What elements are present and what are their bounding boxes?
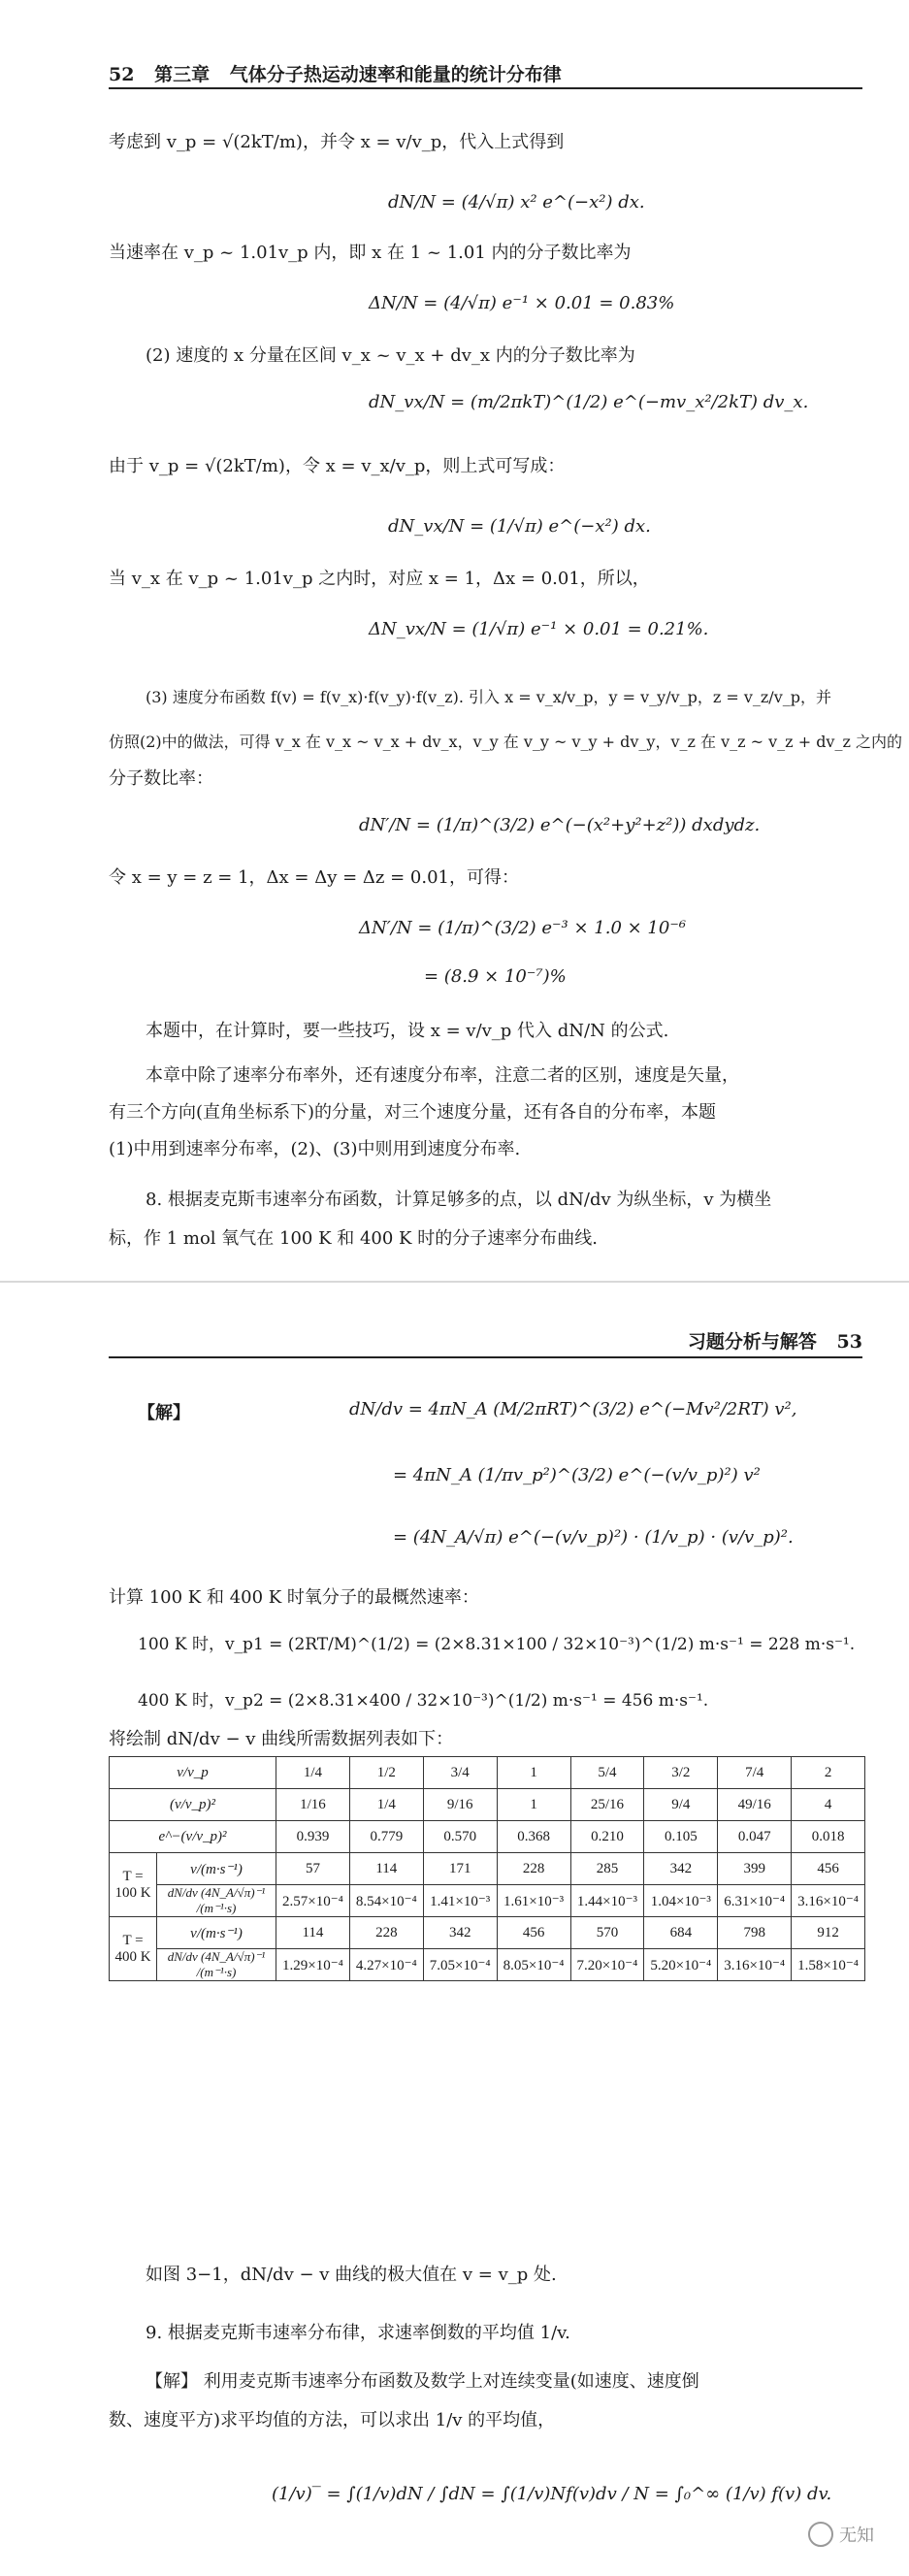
table-cell: 1/16	[276, 1789, 350, 1821]
table-cell: 0.210	[570, 1821, 644, 1853]
table-cell: 456	[792, 1853, 865, 1885]
table-cell: 342	[423, 1917, 497, 1949]
problem-8-cont: 标，作 1 mol 氧气在 100 K 和 400 K 时的分子速率分布曲线.	[109, 1228, 598, 1249]
table-cell: 1/4	[276, 1757, 350, 1789]
equation: ΔN_vx/N = (1/√π) e⁻¹ × 0.01 = 0.21%.	[369, 619, 709, 639]
running-head	[109, 60, 562, 86]
table-row	[110, 1789, 865, 1821]
text-line: 当速率在 v_p ~ 1.01v_p 内，即 x 在 1 ~ 1.01 内的分子数比率为	[109, 243, 632, 263]
header-rule	[109, 1356, 862, 1358]
problem-8: 8. 根据麦克斯韦速率分布函数，计算足够多的点，以 dN/dv 为纵坐标，v 为横坐	[146, 1190, 772, 1210]
table-header-cell: v/v_p	[110, 1757, 276, 1789]
table-cell: 684	[644, 1917, 718, 1949]
table-cell: 8.54×10⁻⁴	[349, 1885, 423, 1917]
table-cell: 3/4	[423, 1757, 497, 1789]
table-cell: 7.05×10⁻⁴	[423, 1949, 497, 1981]
table-cell: 7/4	[718, 1757, 792, 1789]
solution-label: 【解】	[138, 1403, 190, 1423]
table-row	[110, 1853, 865, 1885]
text-line: 当 v_x 在 v_p ~ 1.01v_p 之内时，对应 x = 1，Δx = 0.01，所以，	[109, 569, 650, 589]
table-cell: 3.16×10⁻⁴	[718, 1949, 792, 1981]
table-cell: 228	[497, 1853, 570, 1885]
table-cell: 0.779	[349, 1821, 423, 1853]
table-cell: 5.20×10⁻⁴	[644, 1949, 718, 1981]
text-line: (1)中用到速率分布率，(2)、(3)中则用到速度分布率.	[109, 1139, 521, 1159]
table-row	[110, 1885, 865, 1917]
table-cell: 1	[497, 1757, 570, 1789]
table-cell: 3.16×10⁻⁴	[792, 1885, 865, 1917]
table-cell: 342	[644, 1853, 718, 1885]
text-line: 100 K 时，v_p1 = (2RT/M)^(1/2) = (2×8.31×100 / 32×10⁻³)^(1/2) m·s⁻¹ = 228 m·s⁻¹.	[138, 1635, 856, 1654]
chapter-title: 气体分子热运动速率和能量的统计分布律	[229, 64, 562, 85]
table-cell: 0.939	[276, 1821, 350, 1853]
running-head	[688, 1327, 862, 1353]
temperature-label-400k: T = 400 K	[110, 1917, 157, 1981]
table-cell: 285	[570, 1853, 644, 1885]
table-cell: 2.57×10⁻⁴	[276, 1885, 350, 1917]
table-cell: 1/2	[349, 1757, 423, 1789]
table-cell: 0.047	[718, 1821, 792, 1853]
table-cell: 49/16	[718, 1789, 792, 1821]
table-cell: 0.105	[644, 1821, 718, 1853]
table-header-cell: v/(m·s⁻¹)	[157, 1917, 276, 1949]
text-line: 如图 3−1，dN/dv − v 曲线的极大值在 v = v_p 处.	[146, 2265, 557, 2285]
table-row	[110, 1757, 865, 1789]
table-cell: 25/16	[570, 1789, 644, 1821]
table-cell: 9/4	[644, 1789, 718, 1821]
equation: (1/v)‾ = ∫(1/v)dN / ∫dN = ∫(1/v)Nf(v)dv / N = ∫₀^∞ (1/v) f(v) dv.	[272, 2484, 832, 2504]
table-cell: 114	[276, 1917, 350, 1949]
table-cell: 2	[792, 1757, 865, 1789]
equation: dN_vx/N = (m/2πkT)^(1/2) e^(−mv_x²/2kT) dv_x.	[369, 392, 809, 412]
equation: = 4πN_A (1/πv_p²)^(3/2) e^(−(v/v_p)²) v²	[393, 1465, 761, 1485]
table-cell: 798	[718, 1917, 792, 1949]
table-cell: 1	[497, 1789, 570, 1821]
chapter-label: 第三章	[154, 64, 211, 85]
table-cell: 5/4	[570, 1757, 644, 1789]
text-line: 令 x = y = z = 1，Δx = Δy = Δz = 0.01，可得：	[109, 867, 520, 888]
table-cell: 399	[718, 1853, 792, 1885]
table-cell: 0.570	[423, 1821, 497, 1853]
table-cell: 114	[349, 1853, 423, 1885]
text-line: 数、速度平方)求平均值的方法，可以求出 1/v 的平均值，	[109, 2410, 556, 2430]
table-cell: 228	[349, 1917, 423, 1949]
text-line: 仿照(2)中的做法，可得 v_x 在 v_x ~ v_x + dv_x，v_y 在 v_y ~ v_y + dv_y，v_z 在 v_z ~ v_z + dv_z 之内的	[109, 733, 902, 751]
watermark	[808, 2522, 874, 2547]
table-cell: 570	[570, 1917, 644, 1949]
table-cell: 1.44×10⁻³	[570, 1885, 644, 1917]
table-header-cell: dN/dv (4N_A/√π)⁻¹ /(m⁻¹·s)	[157, 1949, 276, 1981]
table-cell: 9/16	[423, 1789, 497, 1821]
equation: dN′/N = (1/π)^(3/2) e^(−(x²+y²+z²)) dxdydz.	[359, 815, 761, 835]
equation: dN_vx/N = (1/√π) e^(−x²) dx.	[388, 516, 651, 537]
page-number: 53	[836, 1331, 862, 1353]
text-line: (3) 速度分布函数 f(v) = f(v_x)·f(v_y)·f(v_z). 引入 x = v_x/v_p，y = v_y/v_p，z = v_z/v_p，并	[146, 688, 831, 706]
table-cell: 57	[276, 1853, 350, 1885]
table-row	[110, 1949, 865, 1981]
table-cell: 7.20×10⁻⁴	[570, 1949, 644, 1981]
table-header-cell: dN/dv (4N_A/√π)⁻¹ /(m⁻¹·s)	[157, 1885, 276, 1917]
table-cell: 4	[792, 1789, 865, 1821]
text-line: 分子数比率：	[109, 768, 213, 789]
table-header-cell: e^−(v/v_p)²	[110, 1821, 276, 1853]
table-row	[110, 1821, 865, 1853]
equation: = (4N_A/√π) e^(−(v/v_p)²) · (1/v_p) · (v/v_p)².	[393, 1527, 794, 1548]
table-cell: 0.018	[792, 1821, 865, 1853]
text-line: 本题中，在计算时，要一些技巧，设 x = v/v_p 代入 dN/N 的公式.	[146, 1021, 669, 1041]
equation: = (8.9 × 10⁻⁷)%	[424, 966, 567, 987]
equation: ΔN′/N = (1/π)^(3/2) e⁻³ × 1.0 × 10⁻⁶	[359, 918, 687, 938]
equation: ΔN/N = (4/√π) e⁻¹ × 0.01 = 0.83%	[369, 293, 675, 313]
text-line: 有三个方向(直角坐标系下)的分量，对三个速度分量，还有各自的分布率，本题	[109, 1102, 717, 1123]
table-cell: 1.29×10⁻⁴	[276, 1949, 350, 1981]
page-52	[0, 0, 909, 1281]
table-cell: 171	[423, 1853, 497, 1885]
table-cell: 3/2	[644, 1757, 718, 1789]
table-cell: 456	[497, 1917, 570, 1949]
page-number: 52	[109, 64, 135, 85]
text-line: 【解】 利用麦克斯韦速率分布函数及数学上对连续变量(如速度、速度倒	[146, 2371, 699, 2392]
temperature-label-100k: T = 100 K	[110, 1853, 157, 1917]
table-header-cell: v/(m·s⁻¹)	[157, 1853, 276, 1885]
text-line: 400 K 时，v_p2 = (2×8.31×400 / 32×10⁻³)^(1/2) m·s⁻¹ = 456 m·s⁻¹.	[138, 1691, 709, 1711]
table-cell: 912	[792, 1917, 865, 1949]
problem-9: 9. 根据麦克斯韦速率分布律，求速率倒数的平均值 1/v.	[146, 2323, 570, 2343]
wechat-icon	[808, 2522, 833, 2547]
table-cell: 0.368	[497, 1821, 570, 1853]
table-cell: 1.58×10⁻⁴	[792, 1949, 865, 1981]
text-line: 由于 v_p = √(2kT/m)，令 x = v_x/v_p，则上式可写成：	[109, 456, 566, 476]
table-cell: 1.61×10⁻³	[497, 1885, 570, 1917]
section-title: 习题分析与解答	[687, 1331, 817, 1353]
table-cell: 4.27×10⁻⁴	[349, 1949, 423, 1981]
table-cell: 8.05×10⁻⁴	[497, 1949, 570, 1981]
equation: dN/N = (4/√π) x² e^(−x²) dx.	[388, 192, 645, 212]
speed-distribution-table	[109, 1756, 865, 1981]
header-rule	[109, 87, 862, 89]
table-header-cell: (v/v_p)²	[110, 1789, 276, 1821]
text-line: 考虑到 v_p = √(2kT/m)，并令 x = v/v_p，代入上式得到	[109, 132, 565, 152]
table-cell: 1.04×10⁻³	[644, 1885, 718, 1917]
table-row	[110, 1917, 865, 1949]
table-cell: 1/4	[349, 1789, 423, 1821]
equation: dN/dv = 4πN_A (M/2πRT)^(3/2) e^(−Mv²/2RT) v²,	[349, 1399, 797, 1419]
watermark-text: 无知	[839, 2526, 874, 2546]
page-53	[0, 1281, 909, 2576]
text-line: 计算 100 K 和 400 K 时氧分子的最概然速率：	[109, 1587, 479, 1608]
table-cell: 1.41×10⁻³	[423, 1885, 497, 1917]
table-cell: 6.31×10⁻⁴	[718, 1885, 792, 1917]
text-line: 本章中除了速率分布率外，还有速度分布率，注意二者的区别，速度是矢量，	[146, 1065, 739, 1086]
text-line: (2) 速度的 x 分量在区间 v_x ~ v_x + dv_x 内的分子数比率为	[146, 345, 635, 366]
text-line: 将绘制 dN/dv − v 曲线所需数据列表如下：	[109, 1729, 454, 1749]
